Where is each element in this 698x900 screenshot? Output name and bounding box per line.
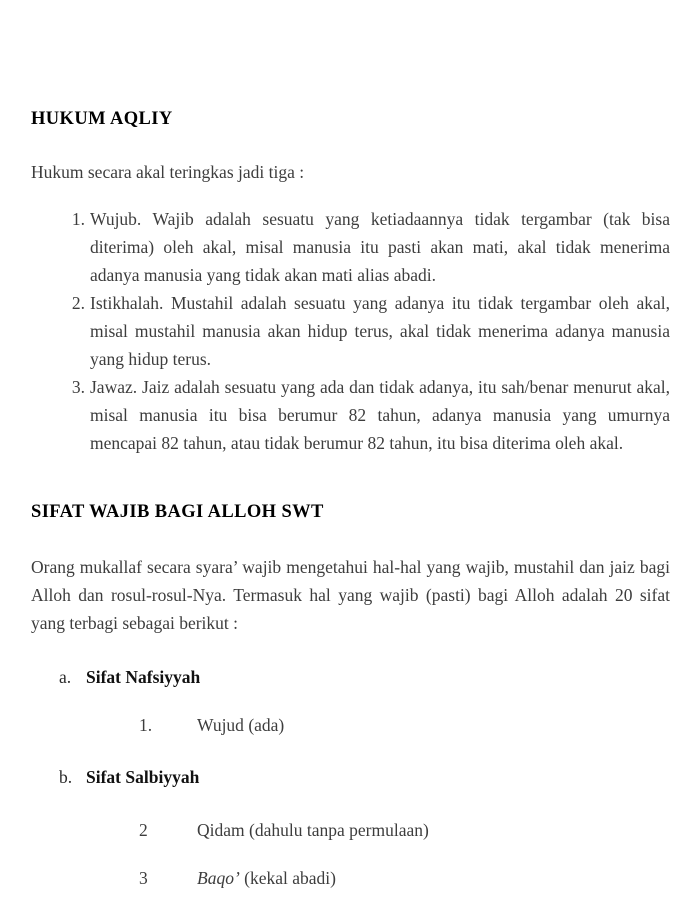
entry-term: Qidam xyxy=(197,819,245,840)
list-marker: 2. xyxy=(71,292,85,313)
sifat-entry xyxy=(139,712,670,738)
entry-gloss: (kekal abadi) xyxy=(244,867,336,888)
sifat-group-nafsiyyah xyxy=(59,664,670,690)
spacer xyxy=(31,690,670,712)
entry-term: Wujud xyxy=(197,715,244,735)
entry-marker: 1. xyxy=(139,715,153,735)
entry-gloss: (dahulu tanpa permulaan) xyxy=(249,819,429,840)
spacer xyxy=(31,130,670,158)
entry-marker: 3 xyxy=(139,867,148,888)
list-item-text: Jawaz. Jaiz adalah sesuatu yang ada dan tidak adanya, itu sah/benar menurut akal, misal manusia itu bisa berumur 82 tahun, adanya manusia yang umurnya mencapai 82 tahun, atau tidak berumur 82 tahun, itu bisa diterima oleh akal. xyxy=(90,376,670,453)
entry-gloss: (ada) xyxy=(248,715,285,735)
spacer xyxy=(31,738,670,764)
intro-paragraph-hukum-aqliy: Hukum secara akal teringkas jadi tiga : xyxy=(31,162,305,183)
group-marker: a. xyxy=(59,666,72,687)
list-marker: 1. xyxy=(71,208,85,229)
spacer xyxy=(31,187,670,205)
spacer xyxy=(31,638,670,664)
spacer xyxy=(31,843,670,865)
list-marker: 3. xyxy=(71,376,85,397)
intro-paragraph-sifat-wajib: Orang mukallaf secara syara’ wajib mengetahui hal-hal yang wajib, mustahil dan jaiz bagi Alloh dan rosul-rosul-Nya. Termasuk hal yang wajib (pasti) bagi Alloh adalah 20 sifat yang terbagi sebagai berikut : xyxy=(31,556,670,634)
group-label: Sifat Salbiyyah xyxy=(86,767,200,788)
spacer xyxy=(31,791,670,817)
spacer xyxy=(31,457,670,501)
list-item-text: Istikhalah. Mustahil adalah sesuatu yang adanya itu tidak tergambar oleh akal, misal mustahil manusia akan hidup terus, akal tidak menerima adanya manusia yang hidup terus. xyxy=(90,292,670,369)
sifat-groups xyxy=(31,664,670,891)
page-title-sifat-wajib: SIFAT WAJIB BAGI ALLOH SWT xyxy=(31,501,324,522)
sifat-entry xyxy=(139,865,670,891)
list-item-text: Wujub. Wajib adalah sesuatu yang ketiadaannya tidak tergambar (tak bisa diterima) oleh akal, misal manusia itu pasti akan mati, akal tidak menerima adanya manusia yang tidak akan mati alias abadi. xyxy=(90,208,670,285)
list-item xyxy=(61,373,670,457)
sifat-entry xyxy=(139,817,670,843)
entry-marker: 2 xyxy=(139,819,148,840)
group-marker: b. xyxy=(59,767,73,788)
sifat-group-salbiyyah xyxy=(59,764,670,790)
spacer xyxy=(31,523,670,553)
list-item xyxy=(61,205,670,289)
page-title-hukum-aqliy: HUKUM AQLIY xyxy=(31,109,173,129)
group-label: Sifat Nafsiyyah xyxy=(86,666,201,687)
hukum-aqliy-list xyxy=(31,205,670,457)
list-item xyxy=(61,289,670,373)
entry-term: Baqo’ xyxy=(197,867,240,888)
